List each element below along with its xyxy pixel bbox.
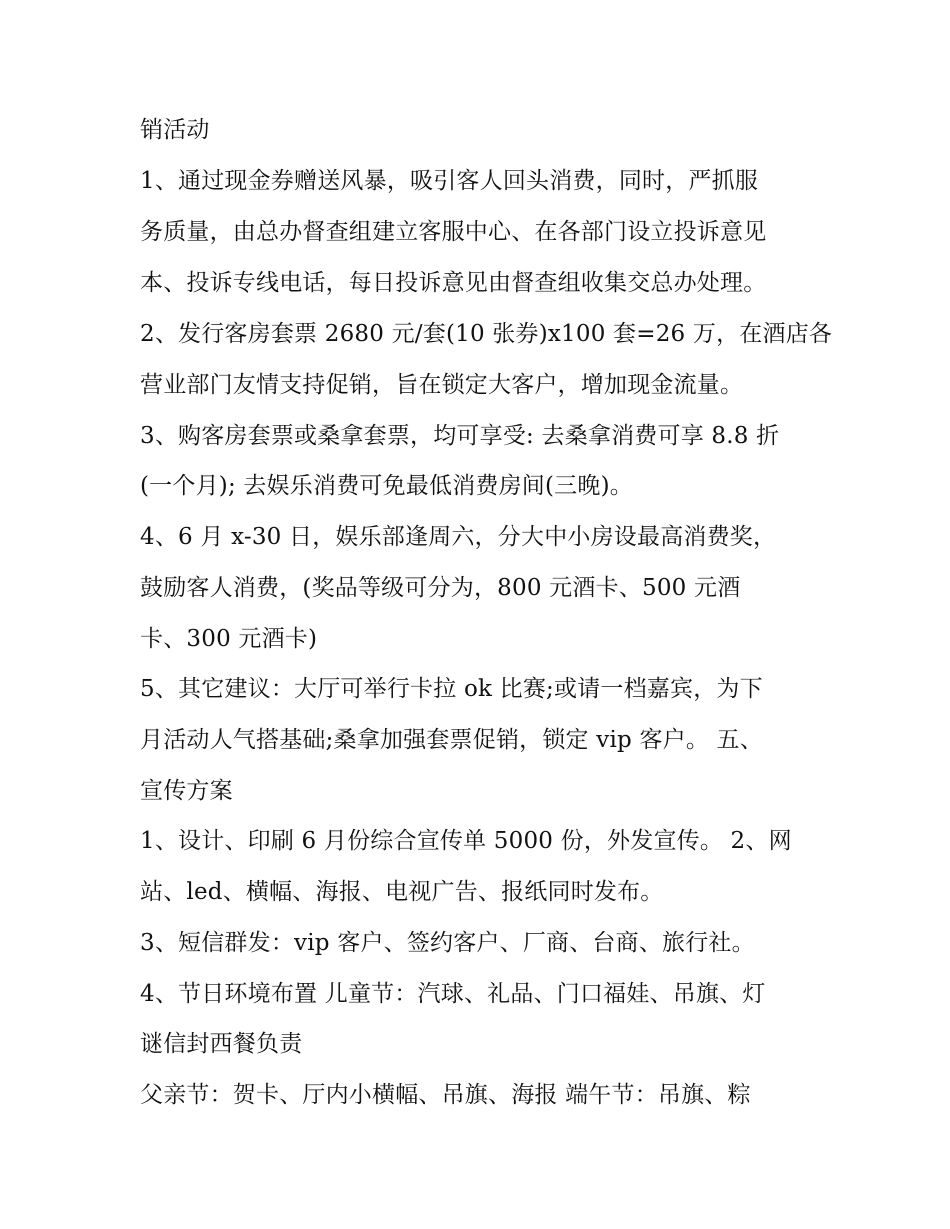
text-line: 鼓励客人消费，(奖品等级可分为，800 元酒卡、500 元酒 [140, 575, 741, 601]
text-line: 卡、300 元酒卡) [140, 626, 318, 652]
text-line: 1、通过现金券赠送风暴，吸引客人回头消费，同时，严抓服 [140, 168, 759, 194]
text-line: 2、发行客房套票 2680 元/套(10 张券)x100 套=26 万，在酒店各 [140, 321, 833, 347]
text-line: 务质量，由总办督查组建立客服中心、在各部门设立投诉意见 [140, 219, 767, 245]
text-line: 1、设计、印刷 6 月份综合宣传单 5000 份，外发宣传。 2、网 [140, 828, 792, 854]
text-line: 父亲节：贺卡、厅内小横幅、吊旗、海报 端午节：吊旗、粽 [140, 1082, 751, 1108]
text-line: 月活动人气搭基础;桑拿加强套票促销，锁定 vip 客户。 五、 [140, 727, 763, 753]
text-line: 3、短信群发：vip 客户、签约客户、厂商、台商、旅行社。 [140, 930, 755, 956]
text-line: 营业部门友情支持促销，旨在锁定大客户，增加现金流量。 [140, 372, 744, 398]
text-line: (一个月); 去娱乐消费可免最低消费房间(三晚)。 [140, 473, 633, 499]
text-line: 销活动 [140, 117, 210, 143]
text-line: 3、购客房套票或桑拿套票，均可享受: 去桑拿消费可享 8.8 折 [140, 423, 780, 449]
text-line: 5、其它建议：大厅可举行卡拉 ok 比赛;或请一档嘉宾，为下 [140, 676, 763, 702]
text-line: 4、节日环境布置 儿童节：汽球、礼品、门口福娃、吊旗、灯 [140, 981, 766, 1007]
text-line: 4、6 月 x-30 日，娱乐部逢周六，分大中小房设最高消费奖， [140, 524, 777, 550]
text-line: 本、投诉专线电话，每日投诉意见由督查组收集交总办处理。 [140, 270, 767, 296]
text-line: 站、led、横幅、海报、电视广告、报纸同时发布。 [140, 879, 664, 905]
text-line: 谜信封西餐负责 [140, 1031, 303, 1057]
text-line: 宣传方案 [140, 778, 233, 804]
